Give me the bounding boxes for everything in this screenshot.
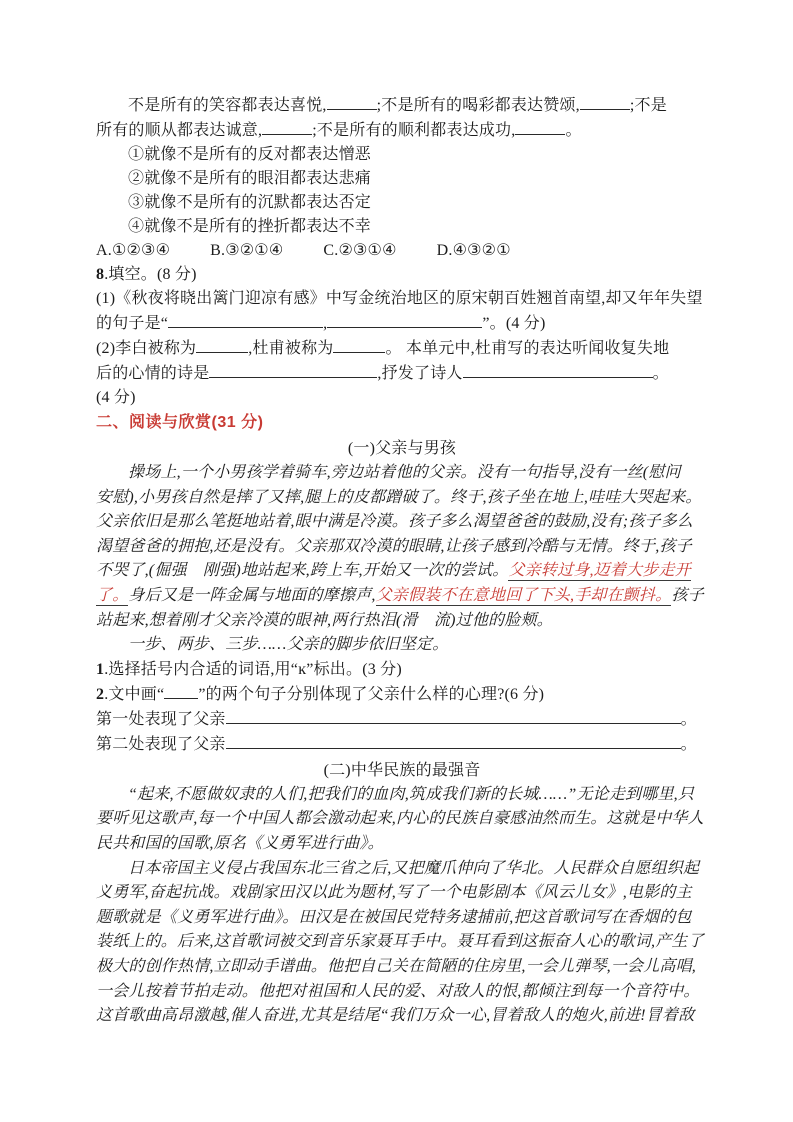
text-segment: 不哭了,(倔强 刚强)地站起来,跨上车,开始又一次的尝试。	[96, 562, 509, 580]
text-segment: 操场上,一个小男孩学着骑车,旁边站着他的父亲。没有一句指导,没有一丝(慰问	[128, 464, 681, 481]
passage-line	[96, 510, 708, 535]
text-line	[96, 386, 708, 410]
text-segment: 第一处表现了父亲	[96, 710, 226, 728]
passage-line	[96, 857, 708, 882]
blank-field	[327, 311, 482, 328]
text-segment: “起来,不愿做奴隶的人们,把我们的血肉,筑成我们新的长城……”无论走到哪里,只	[128, 785, 695, 803]
blank-field	[226, 732, 681, 749]
text-line	[96, 336, 708, 361]
text-segment: ;不是所有的喝彩都表达赞颂,	[376, 97, 580, 114]
passage-line	[96, 807, 708, 832]
text-segment: 第二处表现了父亲	[96, 735, 226, 753]
text-segment: ④就像不是所有的挫折都表达不幸	[128, 218, 372, 235]
text-line	[96, 215, 708, 239]
text-line	[96, 143, 708, 167]
text-line	[96, 311, 708, 336]
text-segment: 一会儿按着节拍走动。他把对祖国和人民的爱、对敌人的恨,都倾注到每一个音符中。	[96, 982, 700, 1000]
text-segment: 。 本单元中,杜甫写的表达听闻收复失地	[385, 340, 670, 357]
text-segment: 孩子	[671, 586, 704, 604]
passage-line	[96, 832, 708, 857]
question-number: 1	[96, 660, 105, 678]
text-segment: 安慰),小男孩自然是摔了又摔,腿上的皮都蹭破了。终于,孩子坐在地上,哇哇大哭起来。	[96, 488, 702, 506]
text-segment: (1)《秋夜将晓出篱门迎凉有感》中写金统治地区的原宋朝百姓翘首南望,却又年年失望	[96, 290, 703, 307]
text-segment: 不是所有的笑容都表达喜悦,	[128, 97, 327, 114]
text-segment: 装纸上的。后来,这首歌词被交到音乐家聂耳手中。聂耳看到这振奋人心的歌词,产生了	[96, 933, 704, 951]
passage-line	[96, 633, 708, 658]
option-item: B.③②①④	[210, 242, 284, 259]
blank-field	[226, 707, 681, 724]
passage-line	[96, 881, 708, 906]
passage-title: (一)父亲与男孩	[347, 440, 457, 457]
passage-line	[96, 486, 708, 511]
underlined-sentence: 了。	[96, 586, 129, 604]
text-line	[96, 707, 708, 732]
underlined-sentence: 父亲转过身,迈着大步走开	[508, 562, 691, 580]
text-segment: 一步、两步、三步……父亲的脚步依旧坚定。	[128, 636, 449, 654]
blank-field	[515, 118, 565, 135]
text-segment: (2)李白被称为	[96, 340, 197, 357]
text-segment: 身后又是一阵金属与地面的摩擦声,	[128, 586, 376, 604]
document-body	[96, 93, 708, 1029]
blank-field	[463, 361, 653, 378]
passage-line	[96, 461, 708, 486]
text-line	[96, 658, 708, 682]
text-line	[96, 93, 708, 118]
underlined-sentence: 父亲假装不在意地回了下头,手却在颤抖。	[375, 586, 672, 604]
text-segment: 父亲依旧是那么笔挺地站着,眼中满是冷漠。孩子多么渴望爸爸的鼓励,没有;孩子多么	[96, 513, 694, 531]
passage-title: (二)中华民族的最强音	[323, 761, 481, 779]
option-item: C.②③①④	[323, 242, 397, 259]
passage-line	[96, 980, 708, 1005]
question-number: 8	[96, 266, 105, 283]
option-item: D.④③②①	[436, 242, 511, 259]
blank-field	[168, 311, 323, 328]
option-item: A.①②③④	[96, 242, 171, 259]
text-segment: .填空。(8 分)	[104, 266, 197, 283]
text-line	[96, 732, 708, 757]
text-segment: 。	[680, 735, 697, 753]
text-segment: (4 分)	[96, 389, 136, 406]
blank-field	[196, 336, 248, 353]
text-segment: ②就像不是所有的眼泪都表达悲痛	[128, 170, 372, 187]
text-line	[96, 682, 708, 707]
text-segment: 后的心情的诗是	[96, 365, 210, 382]
answer-options-row	[96, 239, 708, 263]
text-segment: 民共和国的国歌,原名《义勇军进行曲》。	[96, 834, 384, 852]
question-number: 2	[96, 685, 105, 703]
text-line	[96, 287, 708, 311]
text-line	[96, 191, 708, 215]
text-line	[96, 167, 708, 191]
text-segment: ①就像不是所有的反对都表达憎恶	[128, 146, 372, 163]
blank-field	[262, 118, 312, 135]
text-segment: ;不是	[629, 97, 667, 114]
text-segment: ,抒发了诗人	[377, 365, 463, 382]
text-segment: 渴望爸爸的拥抱,还是没有。父亲那双冷漠的眼睛,让孩子感到冷酷与无情。终于,孩子	[96, 537, 692, 555]
text-segment: 。	[652, 365, 669, 382]
section-header: 二、阅读与欣赏(31 分)	[96, 414, 264, 431]
text-segment: ,杜甫被称为	[248, 340, 334, 357]
text-segment: ③就像不是所有的沉默都表达否定	[128, 194, 372, 211]
text-segment: 这首歌曲高昂激越,催人奋进,尤其是结尾“我们万众一心,冒着敌人的炮火,前进!冒着敌	[96, 1007, 695, 1025]
text-segment: ”。(4 分)	[482, 315, 546, 332]
passage-line	[96, 955, 708, 980]
passage-line	[96, 1004, 708, 1029]
text-segment: ”的两个句子分别体现了父亲什么样的心理?(6 分)	[198, 685, 545, 703]
passage-line	[96, 906, 708, 931]
blank-field	[333, 336, 385, 353]
text-line	[96, 361, 708, 386]
text-segment: 题歌就是《义勇军进行曲》。田汉是在被国民党特务逮捕前,把这首歌词写在香烟的包	[96, 908, 692, 926]
text-segment: .选择括号内合适的词语,用“ĸ”标出。(3 分)	[104, 660, 402, 678]
blank-field	[580, 93, 630, 110]
blank-field	[209, 361, 377, 378]
passage-line	[96, 535, 708, 560]
text-line	[96, 118, 708, 143]
text-segment: 日本帝国主义侵占我国东北三省之后,又把魔爪伸向了华北。人民群众自愿组织起	[128, 859, 700, 877]
passage-line	[96, 783, 708, 808]
text-segment: 义勇军,奋起抗战。戏剧家田汉以此为题材,写了一个电影剧本《风云儿女》,电影的主	[96, 884, 692, 902]
text-segment: 。	[565, 122, 582, 139]
text-segment: 所有的顺从都表达诚意,	[96, 122, 263, 139]
text-segment: .文中画“	[104, 685, 165, 703]
text-line	[96, 263, 708, 287]
blank-field	[164, 682, 198, 699]
passage-line	[96, 930, 708, 955]
text-segment: ,	[323, 315, 328, 332]
text-segment: 。	[680, 710, 697, 728]
text-segment: ;不是所有的顺利都表达成功,	[312, 122, 516, 139]
text-segment: 极大的创作热情,立即动手谱曲。他把自己关在简陋的住房里,一会儿弹琴,一会儿高唱,	[96, 957, 697, 975]
passage-line	[96, 584, 708, 609]
text-segment: 要听见这歌声,每一个中国人都会激动起来,内心的民族自豪感油然而生。这就是中华人	[96, 810, 704, 828]
passage-line	[96, 609, 708, 634]
text-segment: 站起来,想着刚才父亲冷漠的眼神,两行热泪(滑 流)过他的脸颊。	[96, 611, 553, 629]
text-segment: 的句子是“	[96, 315, 169, 332]
blank-field	[327, 93, 377, 110]
passage-line	[96, 559, 708, 584]
